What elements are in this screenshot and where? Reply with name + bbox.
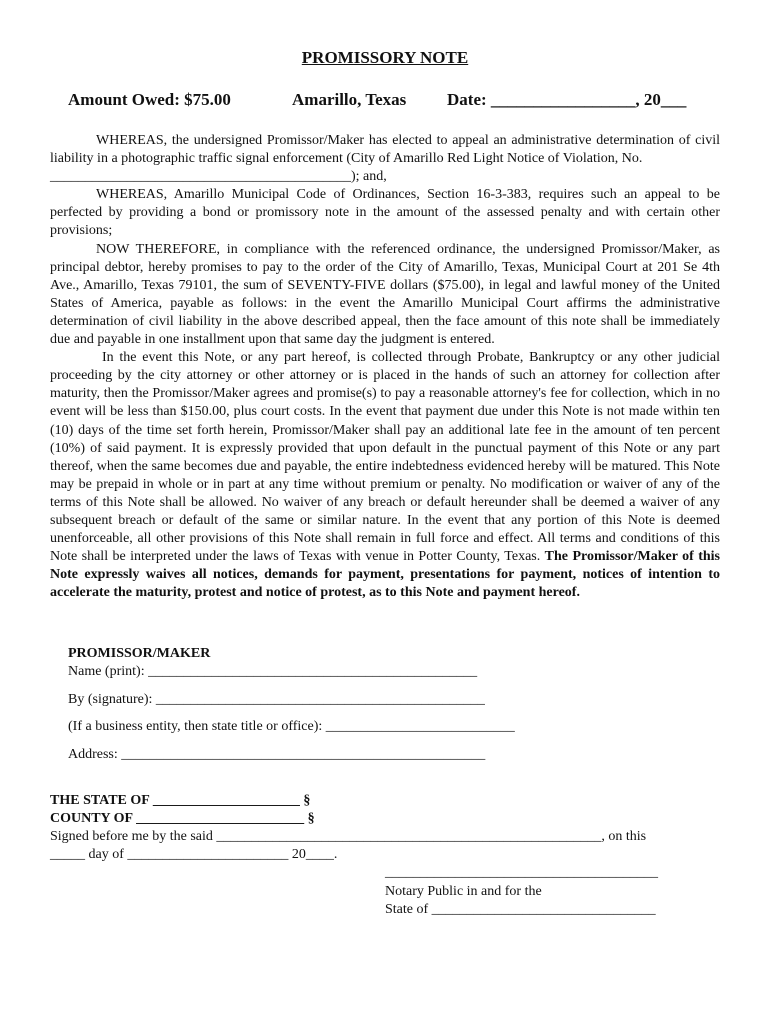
collection-text: In the event this Note, or any part hereof, is collected through Probate, Bankruptcy or any other judicial proceeding by the city attorney or other attorney or is placed in the hands of such an attorney for collection after maturity, then the Promissor/Maker agrees and promise(s) to pay a reasonable attorney's fee for collection, which in no event will be less than $150.00, plus court costs. In the event that payment due under this Note is not made within ten (10) days of the time set forth herein, Promissor/Maker shall pay an additional late fee in the amount of ten percent (10%) of said payment. It is expressly provided that upon default in the punctual payment of this Note or any part thereof, when the same becomes due and payable, the entire indebtedness evidenced hereby will be matured. This Note may be prepaid in whole or in part at any time without premium or penalty. No modification or waiver of any of the terms of this Note shall be allowed. No waiver of any breach or default hereunder shall be deemed a waiver of any subsequent breach or default of the same or similar nature. In the event that any portion of this Note is deemed unenforceable, all other provisions of this Note shall remain in full force and effect. All terms and conditions of this Note shall be interpreted under the laws of Texas with venue in Potter County, Texas. — [50, 350, 720, 565]
address-field: Address: ____________________________________________________ — [68, 747, 486, 762]
whereas-paragraph-1: WHEREAS, the undersigned Promissor/Maker has elected to appeal an administrative determination of civil liability in a photographic traffic signal enforcement (City of Amarillo Red Light Notice of Violation, No. — [50, 133, 720, 167]
note-body — [50, 132, 720, 602]
page-title — [0, 48, 770, 68]
collection-paragraph — [50, 349, 720, 602]
violation-number-line: ___________________________________________); and, — [50, 169, 387, 185]
county-of-line: COUNTY OF ________________________ § — [50, 811, 315, 826]
maker-heading: PROMISSOR/MAKER — [68, 646, 211, 661]
signature-field: By (signature): _______________________________________________ — [68, 692, 485, 707]
notary-state-of-line: State of ________________________________ — [385, 902, 656, 917]
name-print-field: Name (print): _______________________________________________ — [68, 664, 478, 679]
signed-before-line: Signed before me by the said _______________________________________________________, on this — [50, 829, 647, 844]
day-of-line: _____ day of _______________________ 20____. — [50, 847, 338, 862]
date-field: Date: _________________, 20___ — [447, 90, 687, 109]
whereas-paragraph-2: WHEREAS, Amarillo Municipal Code of Ordinances, Section 16-3-383, requires such an appeal to be perfected by providing a bond or promissory note in the amount of the assessed penalty and with certain other provisions; — [50, 187, 720, 239]
waiver-text: The Promissor/Maker of this Note expressly waives all notices, demands for payment, presentations for payment, notices of intention to accelerate the maturity, protest and notice of protest, as to this Note and payment hereof. — [50, 549, 720, 601]
title-text: PROMISSORY NOTE — [301, 48, 469, 67]
now-therefore-paragraph: NOW THEREFORE, in compliance with the referenced ordinance, the undersigned Promissor/Maker, as principal debtor, hereby promises to pay to the order of the City of Amarillo, Texas, Municipal Court at 201 Se 4th Ave., Amarillo, Texas 79101, the sum of SEVENTY-FIVE dollars ($75.00), in legal and lawful money of the United States of America, payable as follows: in the event the Amarillo Municipal Court affirms the administrative determination of civil liability in the above described appeal, then the face amount of this note shall be immediately due and payable in one installment upon that same day the judgment is entered. — [50, 241, 720, 348]
title-office-field: (If a business entity, then state title or office): ___________________________ — [68, 719, 515, 734]
notary-signature-rule: _______________________________________ — [385, 865, 658, 880]
city-location: Amarillo, Texas — [292, 90, 407, 109]
notary-public-label: Notary Public in and for the — [385, 884, 542, 899]
amount-owed: Amount Owed: $75.00 — [68, 90, 231, 109]
state-of-line: THE STATE OF _____________________ § — [50, 793, 311, 808]
